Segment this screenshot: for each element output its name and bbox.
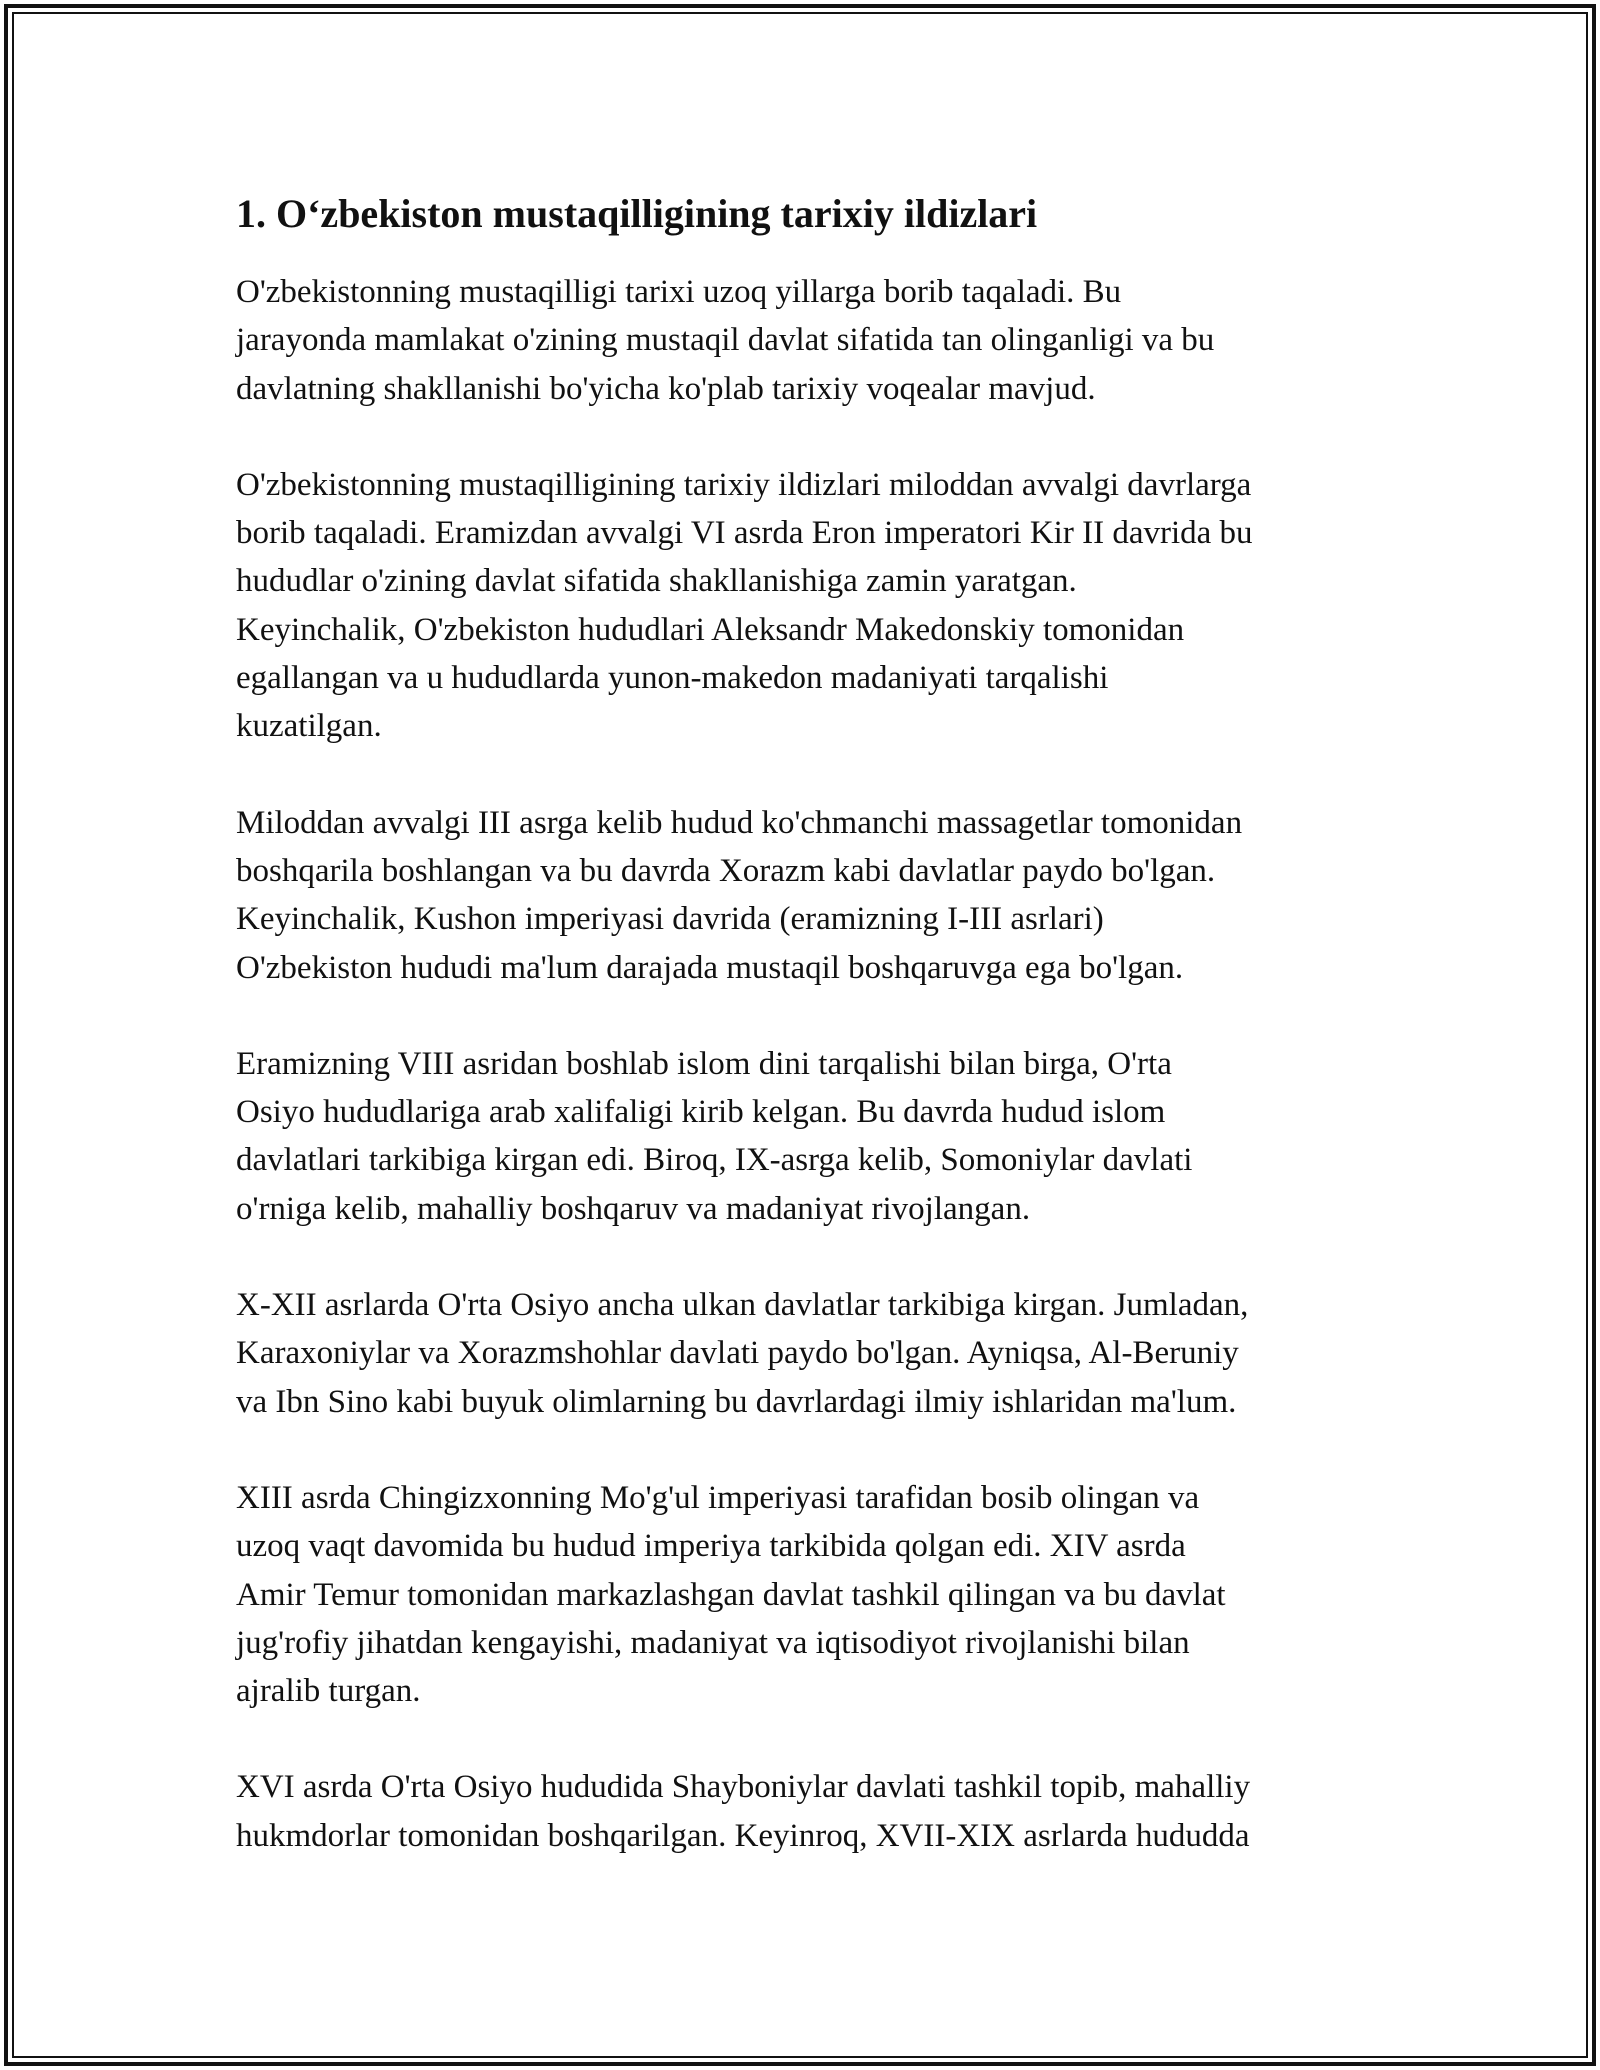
paragraph [236,1763,1386,1860]
paragraph-line: Keyinchalik, Kushon imperiyasi davrida (eramizning I-III asrlari) [236,901,1104,938]
paragraph-line: XIII asrda Chingizxonning Mo'g'ul imperiyasi tarafidan bosib olingan va [236,1479,1200,1516]
paragraph-line: hududlar o'zining davlat sifatida shakllanishiga zamin yaratgan. [236,563,1077,600]
paragraph-line: borib taqaladi. Eramizdan avvalgi VI asrda Eron imperatori Kir II davrida bu [236,515,1253,552]
paragraph-line: Miloddan avvalgi III asrga kelib hudud ko'chmanchi massagetlar tomonidan [236,804,1243,841]
paragraph-line: Osiyo hududlariga arab xalifaligi kirib kelgan. Bu davrda hudud islom [236,1094,1166,1131]
paragraph-line: ajralib turgan. [236,1673,421,1710]
paragraph [236,1281,1386,1426]
paragraph-line: Karaxoniylar va Xorazmshohlar davlati paydo bo'lgan. Ayniqsa, Al-Beruniy [236,1335,1239,1372]
section-heading: 1. O‘zbekiston mustaqilligining tarixiy ildizlari [236,191,1038,236]
paragraph-line: boshqarila boshlangan va bu davrda Xorazm kabi davlatlar paydo bo'lgan. [236,852,1216,889]
paragraph [236,461,1386,751]
paragraph-line: o'rniga kelib, mahalliy boshqaruv va madaniyat rivojlangan. [236,1190,1031,1227]
paragraph-line: O'zbekiston hududi ma'lum darajada mustaqil boshqaruvga ega bo'lgan. [236,949,1184,986]
paragraph-list [236,268,1386,1860]
paragraph-line: Keyinchalik, O'zbekiston hududlari Aleksandr Makedonskiy tomonidan [236,611,1185,648]
paragraph [236,268,1386,413]
paragraph [236,1040,1386,1233]
document-body [236,186,1386,1908]
paragraph-line: jug'rofiy jihatdan kengayishi, madaniyat va iqtisodiyot rivojlanishi bilan [236,1624,1190,1661]
paragraph [236,1474,1386,1715]
paragraph-line: kuzatilgan. [236,708,382,745]
paragraph-line: uzoq vaqt davomida bu hudud imperiya tarkibida qolgan edi. XIV asrda [236,1528,1186,1565]
paragraph-line: hukmdorlar tomonidan boshqarilgan. Keyinroq, XVII-XIX asrlarda hududda [236,1817,1250,1854]
paragraph-line: Amir Temur tomonidan markazlashgan davlat tashkil qilingan va bu davlat [236,1576,1226,1613]
paragraph-line: va Ibn Sino kabi buyuk olimlarning bu davrlardagi ilmiy ishlaridan ma'lum. [236,1383,1237,1420]
paragraph-line: egallangan va u hududlarda yunon-makedon madaniyati tarqalishi [236,660,1109,697]
paragraph-line: O'zbekistonning mustaqilligi tarixi uzoq yillarga borib taqaladi. Bu [236,274,1122,310]
paragraph [236,799,1386,992]
paragraph-line: davlatlari tarkibiga kirgan edi. Biroq, IX-asrga kelib, Somoniylar davlati [236,1142,1193,1179]
paragraph-line: Eramizning VIII asridan boshlab islom dini tarqalishi bilan birga, O'rta [236,1045,1172,1082]
paragraph-line: jarayonda mamlakat o'zining mustaqil davlat sifatida tan olinganligi va bu [236,322,1215,359]
paragraph-line: XVI asrda O'rta Osiyo hududida Shayboniylar davlati tashkil topib, mahalliy [236,1769,1251,1806]
paragraph-line: X-XII asrlarda O'rta Osiyo ancha ulkan davlatlar tarkibiga kirgan. Jumladan, [236,1287,1249,1324]
paragraph-line: davlatning shakllanishi bo'yicha ko'plab tarixiy voqealar mavjud. [236,370,1096,407]
paragraph-line: O'zbekistonning mustaqilligining tarixiy ildizlari miloddan avvalgi davrlarga [236,466,1252,503]
